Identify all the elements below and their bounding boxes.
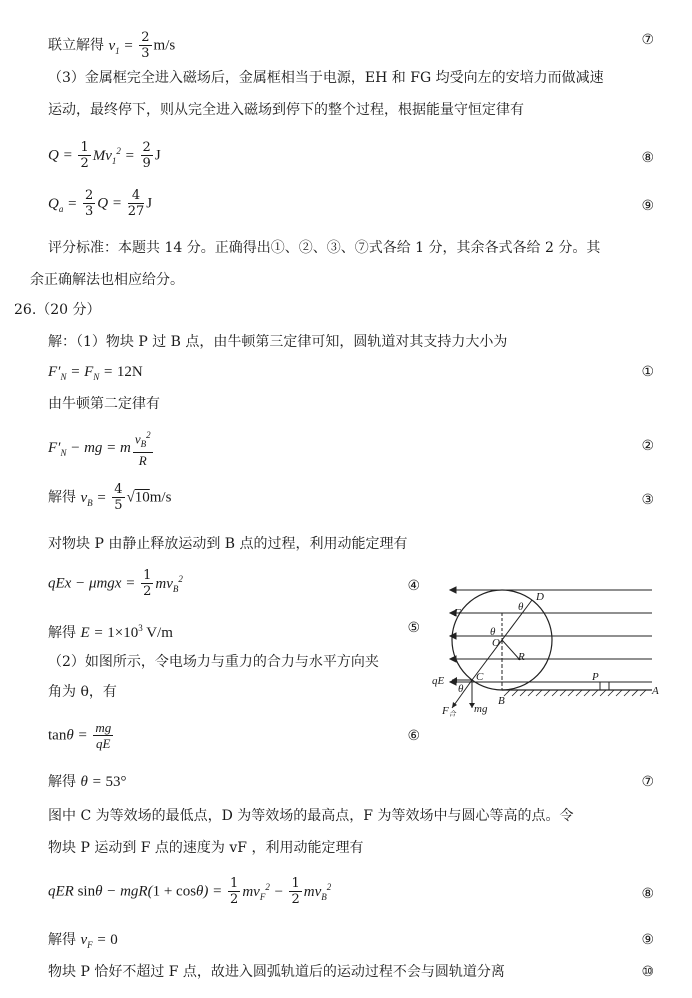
eq-number: ⑩ <box>641 964 654 980</box>
eq-number: ⑧ <box>641 886 654 902</box>
label-theta-o: θ <box>490 626 496 638</box>
label-f: F <box>454 607 461 619</box>
label-d: D <box>536 591 544 603</box>
eq-number: ④ <box>407 578 420 594</box>
eq-number: ① <box>641 364 654 380</box>
equation-8: qER sinθ − mgR(1 + cosθ) = $\frac{1}{2}$ $mv_F^2$ − $\frac{1}{2}$ $mv_B^2$ <box>48 876 332 907</box>
paragraph: （3）金属框完全进入磁场后，金属框相当于电源，EH 和 FG 均受向左的安培力而做减速 <box>48 70 604 86</box>
equation-1: $F'_N = F_N = 12N$ <box>48 364 143 382</box>
scoring: 余正确解法也相应给分。 <box>30 272 184 288</box>
eq-number: ③ <box>641 492 654 508</box>
equation-7: 解得 θ = 53° <box>48 774 127 790</box>
eq-number: ⑦ <box>641 774 654 790</box>
eq-number: ⑦ <box>641 32 654 48</box>
ground-hatch <box>504 690 646 696</box>
equation-2: $F'_N$ − mg = m $\frac{v_B^2}{R}$ <box>48 430 151 468</box>
paragraph: 运动，最终停下，则从完全进入磁场到停下的整个过程，根据能量守恒定律有 <box>48 102 524 118</box>
paragraph: 对物块 P 由静止释放运动到 B 点的过程，利用动能定理有 <box>48 536 408 552</box>
equation-q: Q = $\frac{1}{2}$ $Mv_1^2$ = $\frac{2}{9}$ J <box>48 140 161 171</box>
scoring: 评分标准：本题共 14 分。正确得出①、②、③、⑦式各给 1 分，其余各式各给 2 分。其 <box>48 240 601 256</box>
paragraph: （2）如图所示，令电场力与重力的合力与水平方向夹 <box>48 654 379 670</box>
label-r: R <box>518 651 525 663</box>
question-header: 26.（20 分） <box>14 302 101 318</box>
label-p: P <box>592 671 599 683</box>
eq-number: ⑧ <box>641 150 654 166</box>
paragraph: 物块 P 运动到 F 点的速度为 vF ，利用动能定理有 <box>48 840 364 856</box>
equation-5: 解得 $E = 1\times 10^3$ V/m <box>48 623 173 641</box>
paragraph: 角为 θ，有 <box>48 684 117 700</box>
label-mg: mg <box>474 703 488 715</box>
equation-3: 解得 $v_B$ = $\frac{4}{5}$ √10m/s <box>48 482 172 513</box>
label-c: C <box>476 671 484 683</box>
equation-4: qEx − μmgx = $\frac{1}{2}$ $mv_B^2$ <box>48 568 183 599</box>
label-f-combined: F合 <box>442 705 456 718</box>
label-o: O <box>492 637 500 649</box>
eq-number: ② <box>641 438 654 454</box>
paragraph: 图中 C 为等效场的最低点，D 为等效场的最高点，F 为等效场中与圆心等高的点。令 <box>48 808 574 824</box>
label-qe: qE <box>432 675 445 687</box>
block-p <box>600 682 609 690</box>
paragraph: 物块 P 恰好不超过 F 点，故进入圆弧轨道后的运动过程不会与圆轨道分离 <box>48 964 505 980</box>
eq-number: ⑤ <box>407 620 420 636</box>
equation-9: 解得 $v_F = 0$ <box>48 932 118 950</box>
paragraph: 解：（1）物块 P 过 B 点，由牛顿第三定律可知，圆轨道对其支持力大小为 <box>48 334 508 350</box>
equation-qa: $Q_a$ = $\frac{2}{3}$ Q = $\frac{4}{27}$ J <box>48 188 153 219</box>
label-a: A <box>652 685 659 697</box>
equation-6: tanθ = $\frac{mg}{qE}$ <box>48 720 112 751</box>
eq-number: ⑨ <box>641 932 654 948</box>
label-theta-top: θ <box>518 601 524 613</box>
physics-diagram <box>420 580 660 730</box>
result-v1: 联立解得 $v_1$ = $\frac{2}{3}$ m/s <box>48 30 176 61</box>
eq-number: ⑨ <box>641 198 654 214</box>
paragraph: 由牛顿第二定律有 <box>48 396 160 412</box>
eq-number: ⑥ <box>407 728 420 744</box>
label-b: B <box>498 695 505 707</box>
label-theta-c: θ <box>458 683 464 695</box>
